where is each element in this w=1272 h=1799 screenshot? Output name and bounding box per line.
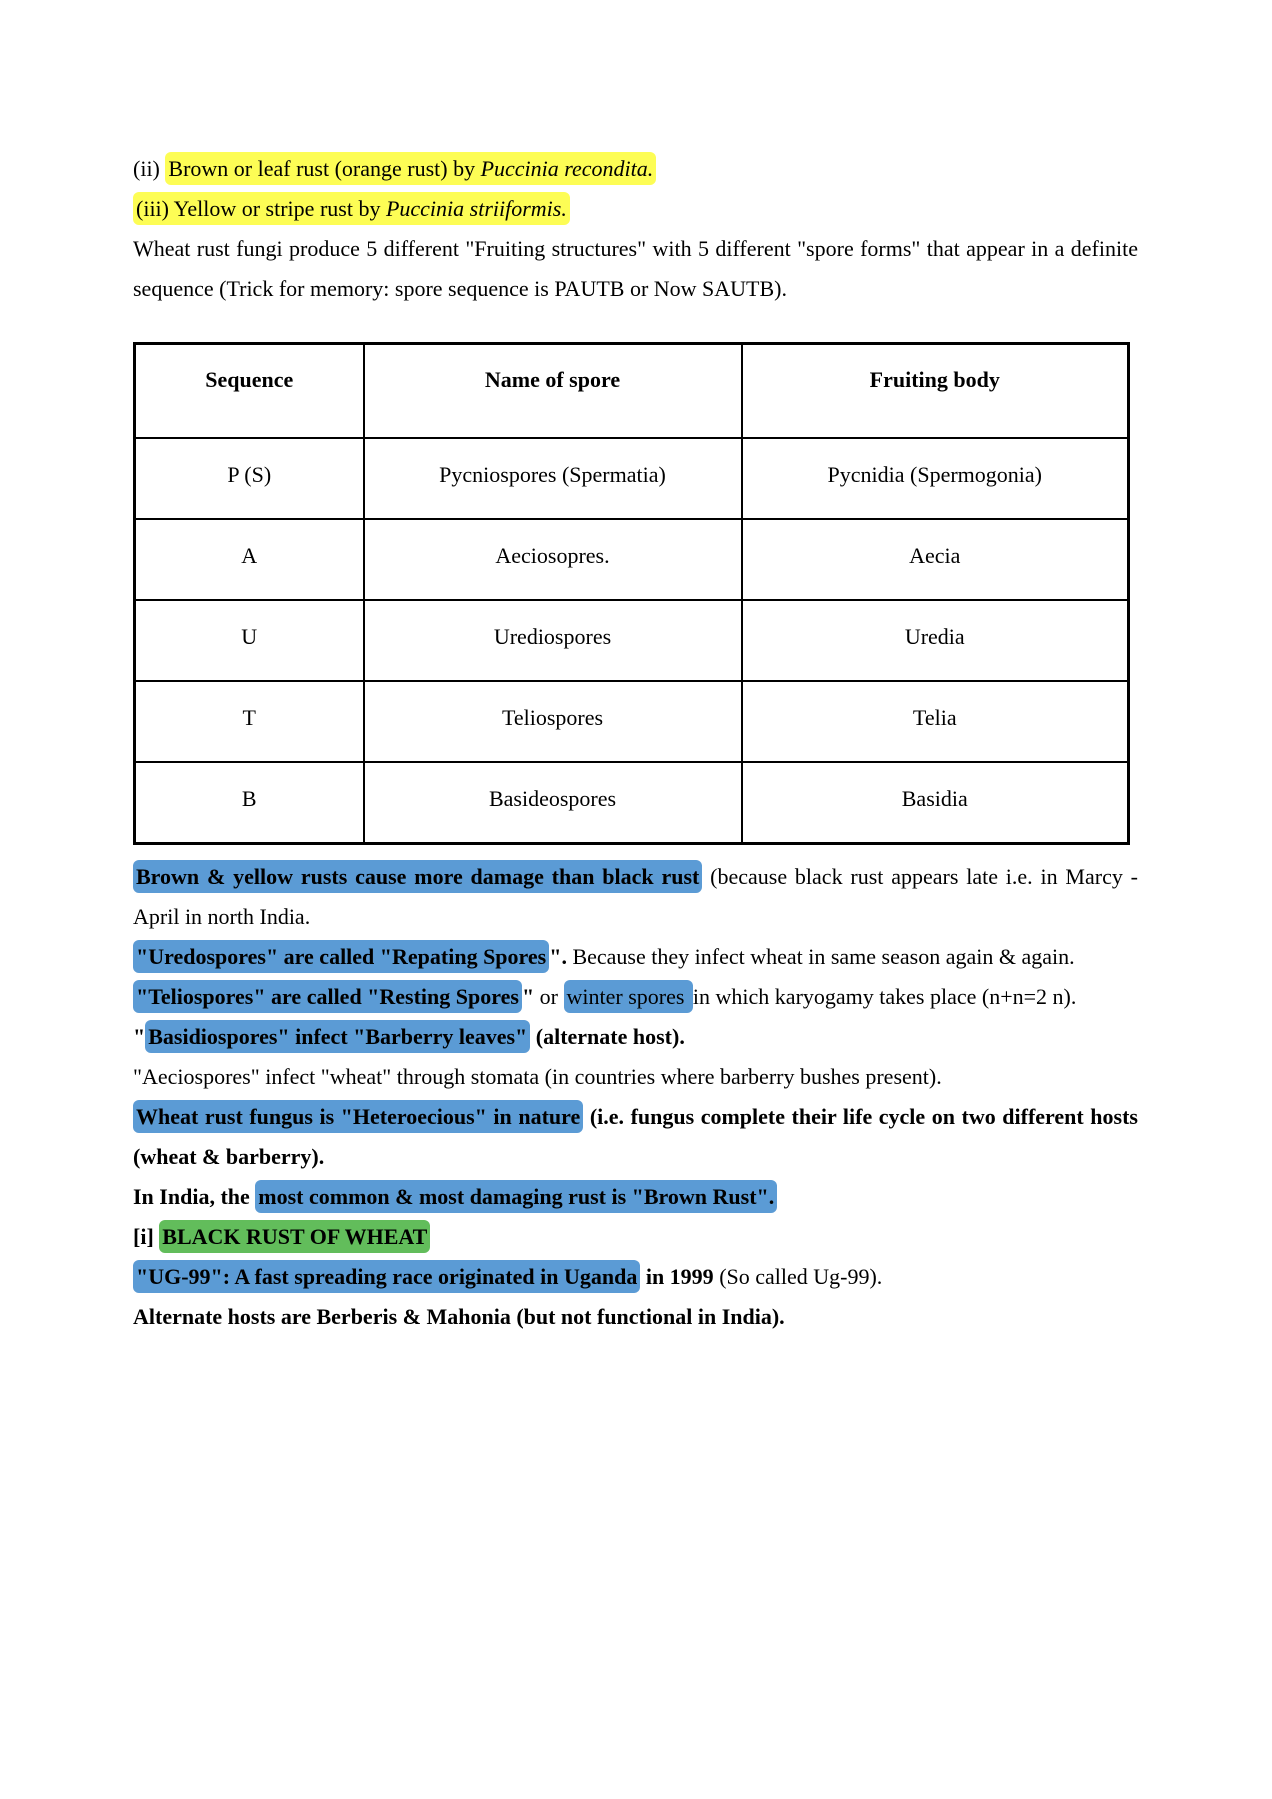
text-run: [i] (133, 1224, 160, 1249)
table-header-row (135, 344, 1129, 439)
note-heteroecious (133, 1097, 1138, 1177)
text-run: " (521, 984, 535, 1009)
table-cell: Urediospores (364, 600, 742, 681)
text-run: (iii) Yellow or stripe rust by (136, 196, 386, 221)
fruiting-structures-paragraph (133, 229, 1138, 309)
text-run: "Aeciospores" infect "wheat" through stomata (in countries where barberry bushes present). (133, 1064, 942, 1089)
table-cell: A (135, 519, 364, 600)
table-cell: Pycnidia (Spermogonia) (742, 438, 1129, 519)
table-cell: Pycniospores (Spermatia) (364, 438, 742, 519)
highlighted-text: "UG-99": A fast spreading race originated in Uganda (133, 1260, 640, 1293)
text-run: in 1999 (640, 1264, 720, 1289)
table-row (135, 519, 1129, 600)
text-run: " (133, 1024, 146, 1049)
text-run: In India, the (133, 1184, 256, 1209)
highlighted-text: "Uredospores" are called "Repating Spores (133, 940, 549, 973)
spore-sequence-table (133, 342, 1130, 845)
table-cell: Basidia (742, 762, 1129, 844)
table-cell: U (135, 600, 364, 681)
note-ug99 (133, 1257, 1138, 1297)
table-cell: Uredia (742, 600, 1129, 681)
section-heading-black-rust (133, 1217, 1138, 1257)
table-cell: Telia (742, 681, 1129, 762)
note-brown-yellow-damage (133, 857, 1138, 937)
table-cell: B (135, 762, 364, 844)
text-run: Alternate hosts are Berberis & Mahonia (but not functional in India). (133, 1304, 785, 1329)
text-run: Brown or leaf rust (orange rust) by (168, 156, 481, 181)
highlighted-text: "Teliospores" are called "Resting Spores (133, 980, 522, 1013)
highlighted-text: BLACK RUST OF WHEAT (159, 1220, 430, 1253)
table-cell: Aeciosopres. (364, 519, 742, 600)
table-row (135, 600, 1129, 681)
page-content (133, 149, 1138, 1337)
text-run: in which karyogamy takes place (n+n=2 n). (692, 984, 1077, 1009)
table-row (135, 762, 1129, 844)
highlighted-text: most common & most damaging rust is "Brown Rust". (255, 1180, 777, 1213)
table-header-cell: Fruiting body (742, 344, 1129, 439)
highlighted-text (165, 152, 656, 185)
text-run: (because black rust appears late i.e. in Marcy - April in north India. (133, 864, 1138, 929)
note-teliospores (133, 977, 1138, 1017)
note-basidiospores (133, 1017, 1138, 1057)
table-cell: P (S) (135, 438, 364, 519)
text-run: (So called Ug-99). (719, 1264, 883, 1289)
table-header-cell: Sequence (135, 344, 364, 439)
table-row (135, 681, 1129, 762)
text-run: Because they infect wheat in same season again & again. (566, 944, 1075, 969)
text-run: Puccinia striiformis. (385, 196, 567, 221)
highlighted-text: Brown & yellow rusts cause more damage than black rust (133, 860, 702, 893)
rust-type-iii-line (133, 189, 1138, 229)
note-uredospores (133, 937, 1138, 977)
text-run: Puccinia recondita. (480, 156, 654, 181)
text-run: (ii) (133, 156, 166, 181)
text-run: Wheat rust fungi produce 5 different "Fruiting structures" with 5 different "spore forms" that appear in a definite sequence (Trick for memory: spore sequence is PAUTB or Now SAUTB). (133, 236, 1138, 301)
table-cell: T (135, 681, 364, 762)
note-aeciospores (133, 1057, 1138, 1097)
note-india-brown-rust (133, 1177, 1138, 1217)
text-run: (alternate host). (530, 1024, 685, 1049)
note-alternate-hosts (133, 1297, 1138, 1337)
table-cell: Teliospores (364, 681, 742, 762)
rust-type-ii-line (133, 149, 1138, 189)
text-run: ". (549, 944, 567, 969)
highlighted-text (133, 192, 570, 225)
highlighted-text: winter spores (564, 980, 693, 1013)
table-cell: Aecia (742, 519, 1129, 600)
text-run: or (534, 984, 564, 1009)
table-cell: Basideospores (364, 762, 742, 844)
text-run: (i.e. fungus complete their life cycle on two different hosts (wheat & barberry). (133, 1104, 1138, 1169)
table-header-cell: Name of spore (364, 344, 742, 439)
highlighted-text: Wheat rust fungus is "Heteroecious" in nature (133, 1100, 583, 1133)
highlighted-text: Basidiospores" infect "Barberry leaves" (145, 1020, 530, 1053)
table-row (135, 438, 1129, 519)
